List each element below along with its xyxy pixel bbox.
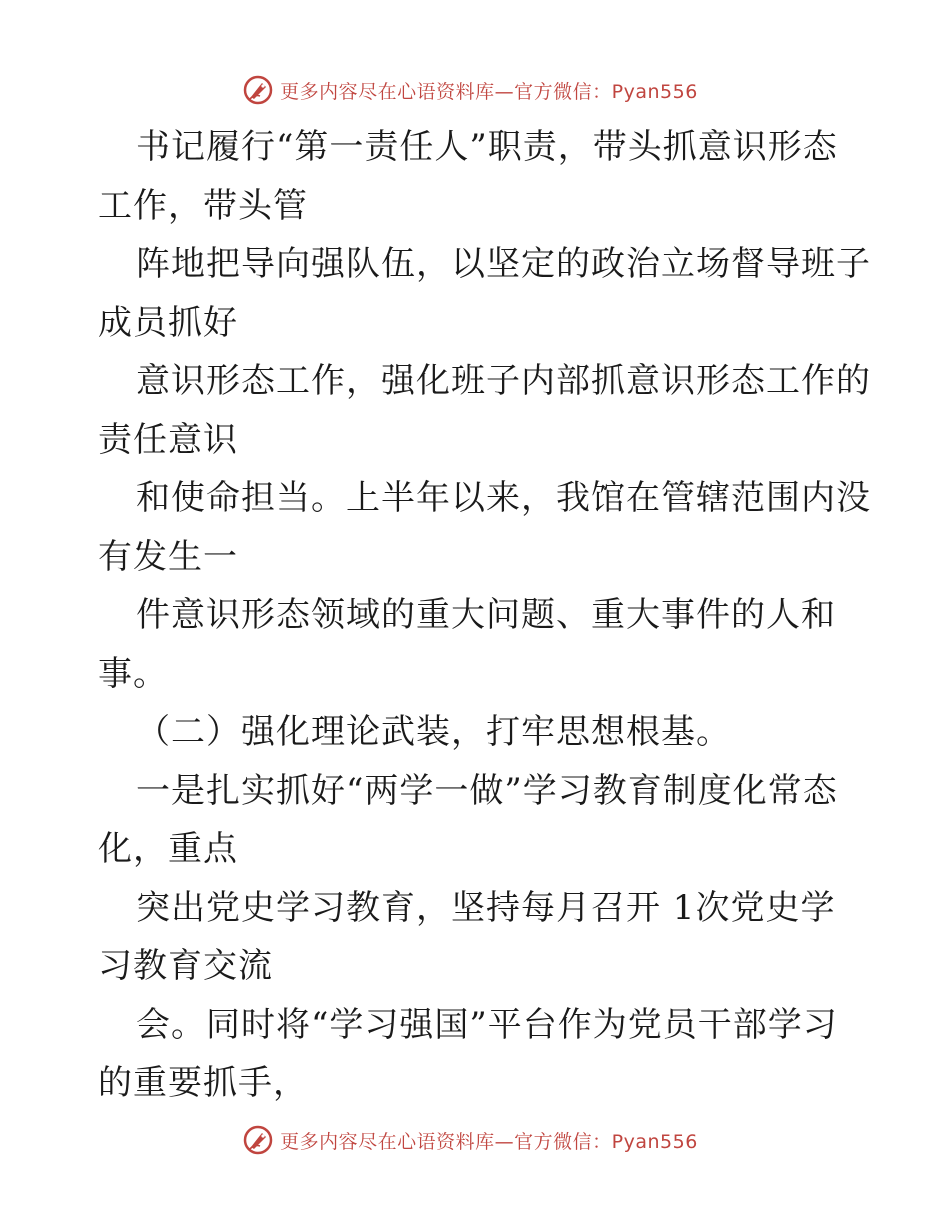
text-line-17: 的重要抓手， bbox=[98, 1063, 308, 1103]
header-banner-text bbox=[280, 77, 698, 104]
text-line-2: 工作，带头管 bbox=[98, 185, 308, 226]
text-line-16: 会。同时将“学习强国”平台作为党员干部学习 bbox=[136, 1004, 838, 1045]
text-line-5: 意识形态工作，强化班子内部抓意识形态工作的 bbox=[136, 361, 871, 401]
page-footer bbox=[0, 1120, 950, 1160]
header-banner bbox=[242, 74, 698, 106]
footer-banner-separator: — bbox=[494, 1130, 515, 1153]
text-line-12: 一是扎实抓好“两学一做”学习教育制度化常态 bbox=[136, 770, 838, 811]
header-banner-wechat: 官方微信：Pyan556 bbox=[514, 80, 698, 103]
text-line-14: 突出党史学习教育，坚持每月召开 1次党史学 bbox=[136, 887, 836, 928]
header-banner-main: 更多内容尽在心语资料库 bbox=[280, 80, 495, 103]
text-line-10: 事。 bbox=[98, 653, 168, 694]
text-line-4: 成员抓好 bbox=[98, 302, 238, 343]
text-line-6: 责任意识 bbox=[98, 419, 238, 460]
text-line-15: 习教育交流 bbox=[98, 946, 273, 986]
text-line-3: 阵地把导向强队伍，以坚定的政治立场督导班子 bbox=[136, 244, 871, 284]
pen-nib-logo-icon bbox=[242, 74, 274, 106]
footer-banner-main: 更多内容尽在心语资料库 bbox=[280, 1130, 495, 1153]
text-line-7: 和使命担当。上半年以来，我馆在管辖范围内没 bbox=[136, 478, 871, 518]
header-banner-separator: — bbox=[494, 80, 515, 103]
text-line-8: 有发生一 bbox=[98, 536, 238, 577]
text-line-9: 件意识形态领域的重大问题、重大事件的人和 bbox=[136, 595, 836, 635]
section-heading: （二）强化理论武装，打牢思想根基。 bbox=[136, 712, 731, 752]
pen-nib-logo-icon bbox=[242, 1124, 274, 1156]
page-header bbox=[0, 70, 950, 110]
text-line-13: 化，重点 bbox=[98, 829, 238, 869]
footer-banner bbox=[242, 1124, 698, 1156]
document-body bbox=[98, 118, 871, 1113]
text-line-1: 书记履行“第一责任人”职责，带头抓意识形态 bbox=[136, 127, 838, 167]
footer-banner-wechat: 官方微信：Pyan556 bbox=[514, 1130, 698, 1153]
footer-banner-text bbox=[280, 1127, 698, 1154]
